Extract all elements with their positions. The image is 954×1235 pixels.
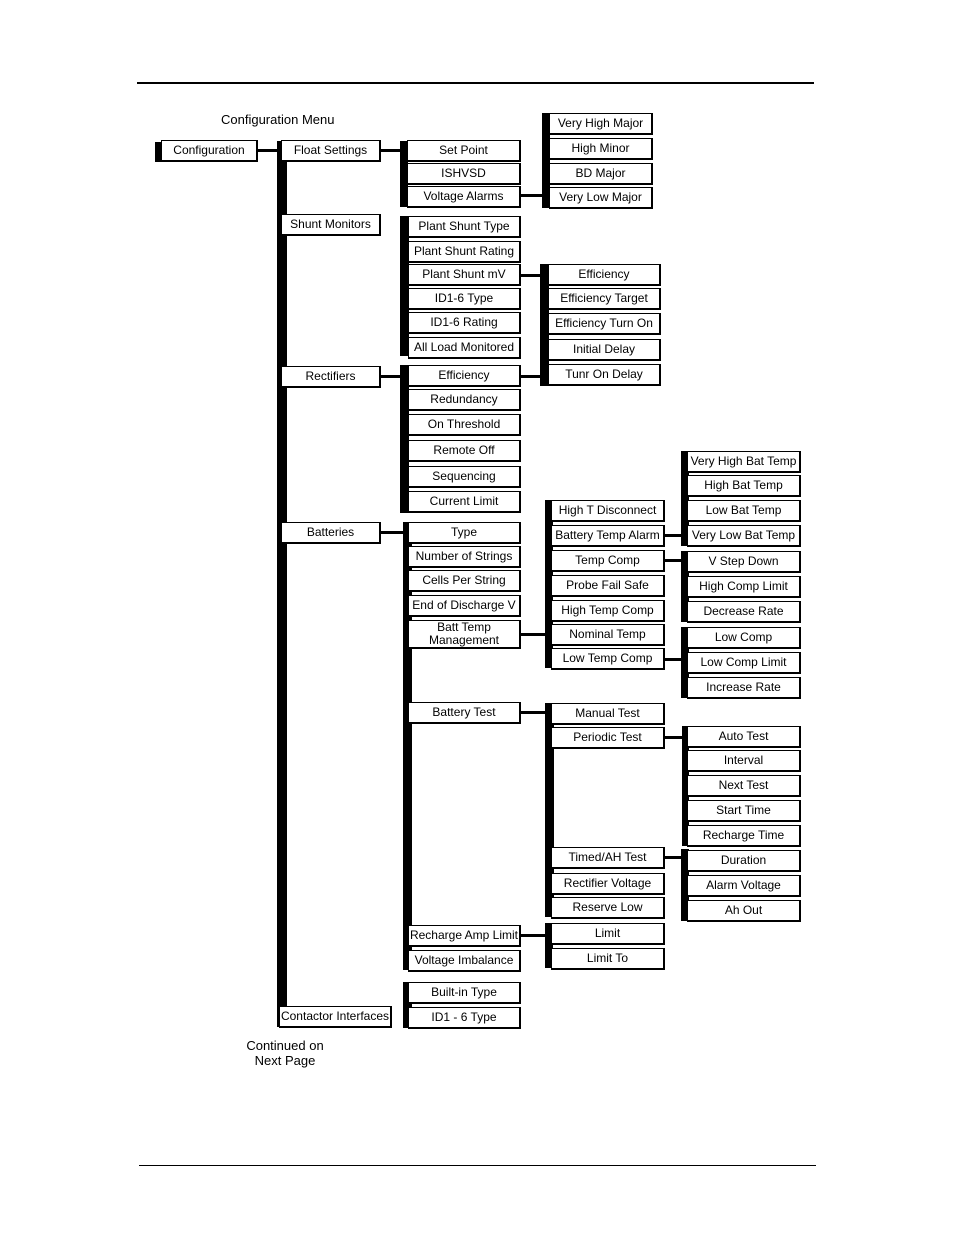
node-voltage-alarms: Voltage Alarms [407,186,521,208]
node-float-settings: Float Settings [281,140,381,162]
node-shunt-monitors: Shunt Monitors [281,214,381,236]
link-battery-test [520,711,549,714]
node-voltage-imbalance: Voltage Imbalance [408,950,521,972]
node-very-high-bat-temp: Very High Bat Temp [687,451,801,473]
node-recharge-amp-limit: Recharge Amp Limit [408,925,521,947]
node-current-limit: Current Limit [408,491,521,513]
node-nominal-temp: Nominal Temp [551,624,665,646]
link-rect-efficiency [520,375,544,378]
node-interval: Interval [687,750,801,772]
link-float [380,149,404,152]
node-bd-major: BD Major [549,163,653,185]
node-low-comp-limit: Low Comp Limit [687,652,801,674]
footer-rule [139,1165,816,1166]
node-efficiency-turn-on: Efficiency Turn On [548,313,661,335]
node-low-bat-temp: Low Bat Temp [687,500,801,522]
link-batt-temp [520,633,549,636]
node-initial-delay: Initial Delay [548,339,661,361]
node-tunr-on-delay: Tunr On Delay [548,364,661,386]
node-sequencing: Sequencing [408,466,521,488]
node-high-t-disconnect: High T Disconnect [551,500,665,522]
node-cells-per-string: Cells Per String [408,570,521,592]
link-temp-alarm [664,534,685,537]
node-set-point: Set Point [407,140,521,162]
node-on-threshold: On Threshold [408,414,521,436]
node-rect-efficiency: Efficiency [408,365,521,387]
node-duration: Duration [687,850,801,872]
node-high-bat-temp: High Bat Temp [687,475,801,497]
link-periodic [664,736,685,739]
node-plant-shunt-rating: Plant Shunt Rating [408,241,521,263]
node-batteries: Batteries [281,522,381,544]
node-start-time: Start Time [687,800,801,822]
header-rule [137,82,814,84]
node-auto-test: Auto Test [687,726,801,748]
spine-level1 [277,141,287,1027]
node-manual-test: Manual Test [551,703,665,725]
node-v-step-down: V Step Down [687,551,801,573]
node-ah-out: Ah Out [687,900,801,922]
node-very-low-bat-temp: Very Low Bat Temp [687,525,801,547]
node-limit-to: Limit To [551,948,665,970]
link-shunt-mv [520,274,544,277]
node-high-comp-limit: High Comp Limit [687,576,801,598]
link-low-temp-comp [664,658,685,661]
node-remote-off: Remote Off [408,440,521,462]
node-batt-temp-management: Batt Temp Management [408,620,521,649]
node-battery-temp-alarm: Battery Temp Alarm [551,525,665,547]
node-increase-rate: Increase Rate [687,677,801,699]
link-batteries [380,531,407,534]
node-builtin-type: Built-in Type [408,982,521,1004]
node-end-of-discharge-v: End of Discharge V [408,595,521,617]
node-id1-6-type: ID1 - 6 Type [408,1007,521,1029]
node-efficiency-target: Efficiency Target [548,288,661,310]
node-recharge-time: Recharge Time [687,825,801,847]
node-plant-shunt-type: Plant Shunt Type [408,216,521,238]
link-rectifiers [380,375,404,378]
node-very-high-major: Very High Major [549,113,653,135]
node-next-test: Next Test [687,775,801,797]
link-timed [664,856,685,859]
node-id16-type: ID1-6 Type [408,288,521,310]
node-probe-fail-safe: Probe Fail Safe [551,575,665,597]
link-config [257,149,281,152]
node-all-load-monitored: All Load Monitored [408,337,521,359]
link-voltage-alarms [520,194,546,197]
node-rectifier-voltage: Rectifier Voltage [551,873,665,895]
node-timed-ah-test: Timed/AH Test [551,847,665,869]
continued-note: Continued on Next Page [246,1038,324,1068]
node-number-of-strings: Number of Strings [408,546,521,568]
link-temp-comp [664,559,685,562]
node-reserve-low: Reserve Low [551,897,665,919]
node-eff-efficiency: Efficiency [548,264,661,286]
node-low-temp-comp: Low Temp Comp [551,648,665,670]
node-ishvsd: ISHVSD [407,163,521,185]
node-very-low-major: Very Low Major [549,187,653,209]
node-decrease-rate: Decrease Rate [687,601,801,623]
link-recharge [520,934,549,937]
node-configuration: Configuration [161,140,258,162]
node-high-minor: High Minor [549,138,653,160]
diagram-title: Configuration Menu [221,112,335,127]
node-type: Type [408,522,521,544]
node-battery-test: Battery Test [408,702,521,724]
node-low-comp: Low Comp [687,627,801,649]
node-rectifiers: Rectifiers [281,366,381,388]
node-temp-comp: Temp Comp [551,550,665,572]
node-redundancy: Redundancy [408,389,521,411]
node-limit: Limit [551,923,665,945]
node-alarm-voltage: Alarm Voltage [687,875,801,897]
node-contactor-interfaces: Contactor Interfaces [279,1006,392,1028]
node-high-temp-comp: High Temp Comp [551,600,665,622]
node-id16-rating: ID1-6 Rating [408,312,521,334]
node-periodic-test: Periodic Test [551,727,665,749]
node-plant-shunt-mv: Plant Shunt mV [408,264,521,286]
